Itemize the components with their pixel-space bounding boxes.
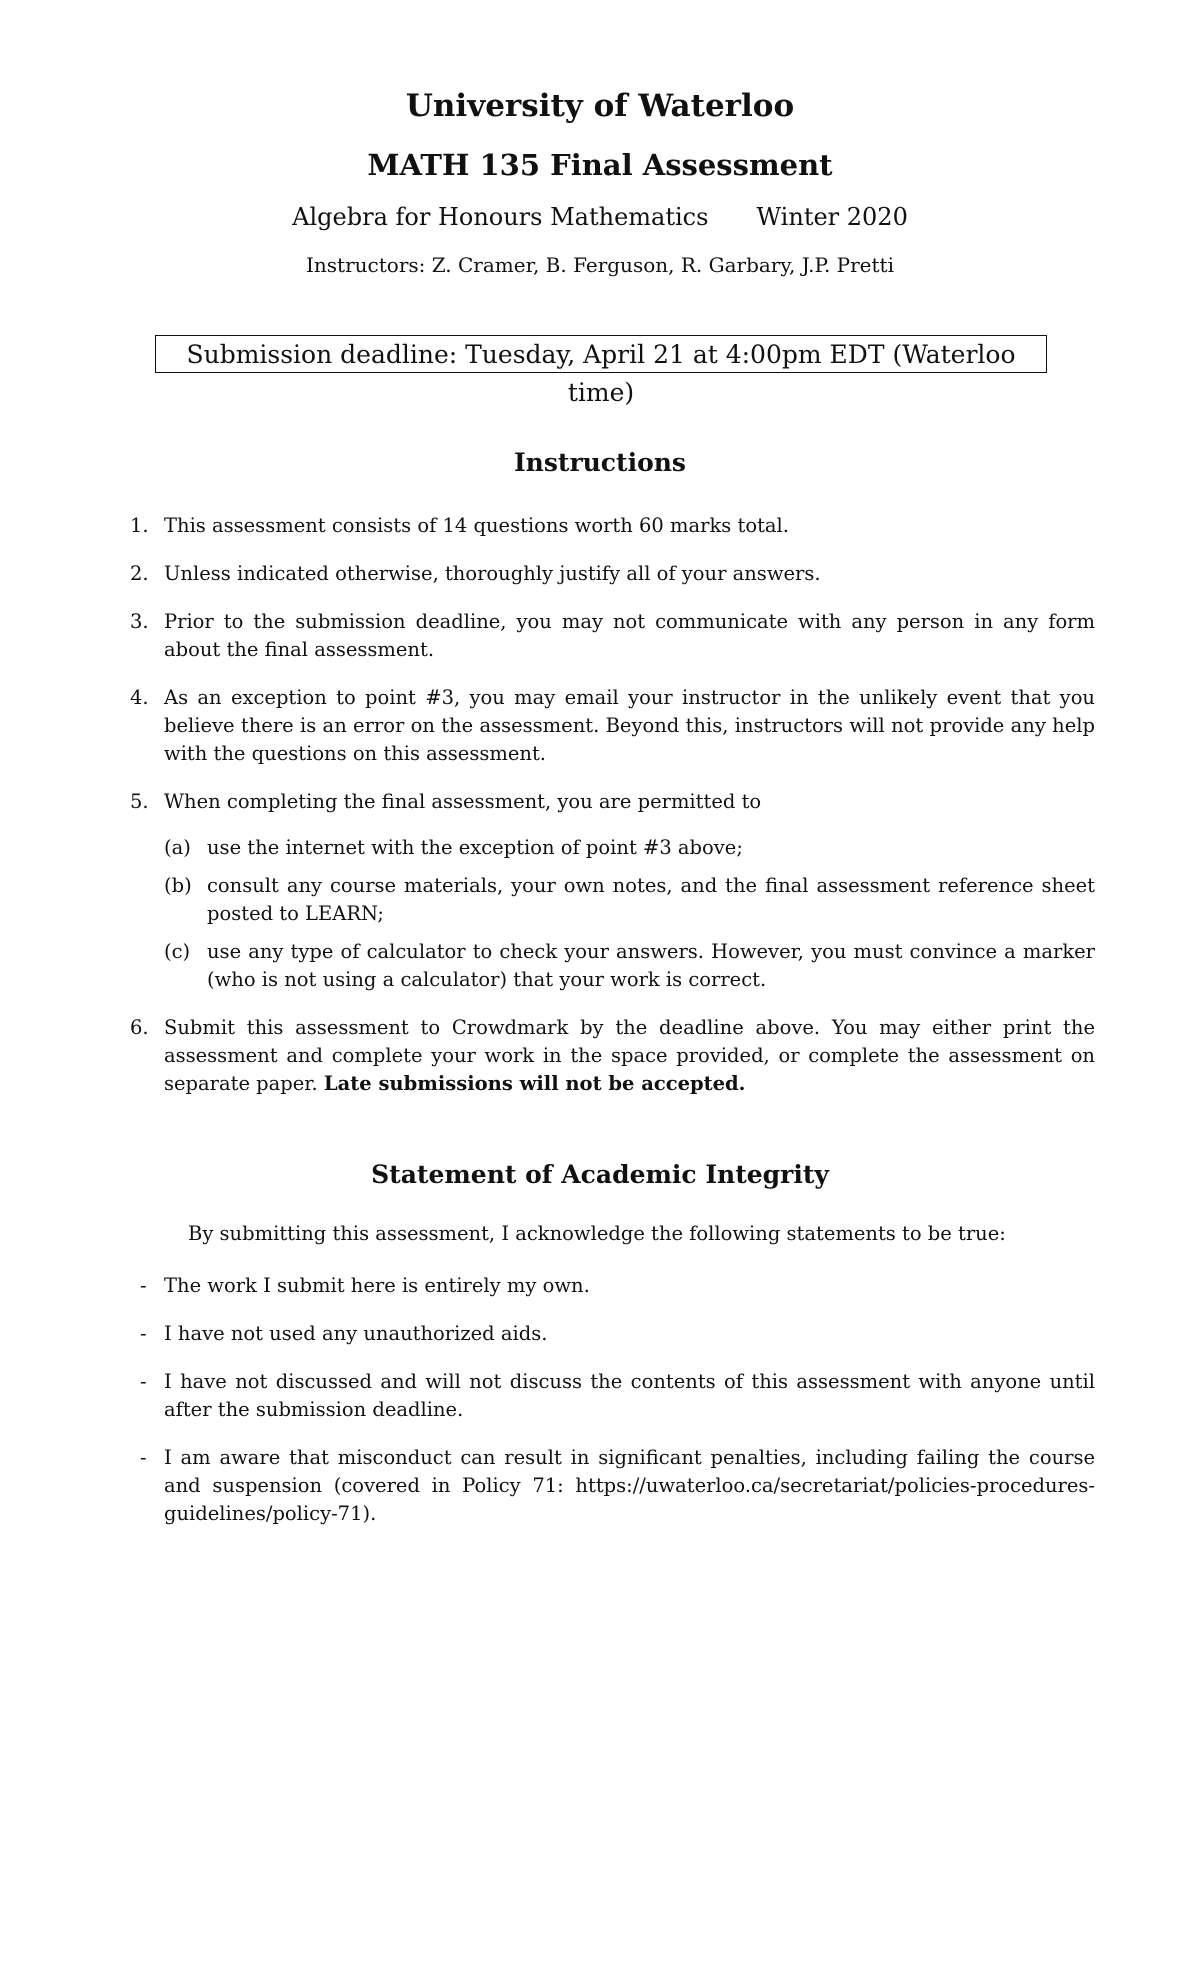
course-term: Winter 2020 — [756, 203, 908, 231]
subtitle-row — [0, 203, 1200, 231]
instructions-list — [130, 512, 1095, 1118]
permitted-label: (b) — [164, 874, 192, 897]
integrity-text: I have not used any unauthorized aids. — [164, 1322, 548, 1345]
instruction-number: 2. — [130, 562, 149, 585]
integrity-item — [140, 1272, 1095, 1300]
permitted-item — [164, 872, 1095, 928]
instruction-number: 1. — [130, 514, 149, 537]
instruction-number: 3. — [130, 610, 149, 633]
integrity-intro: By submitting this assessment, I acknowledge the following statements to be true: — [188, 1222, 1006, 1245]
instruction-text: Unless indicated otherwise, thoroughly justify all of your answers. — [164, 562, 821, 585]
instruction-item — [130, 512, 1095, 540]
integrity-item — [140, 1444, 1095, 1528]
integrity-item — [140, 1368, 1095, 1424]
permitted-label: (a) — [164, 836, 191, 859]
instruction-item — [130, 684, 1095, 768]
bullet-dash: - — [140, 1370, 147, 1393]
integrity-text: The work I submit here is entirely my own. — [164, 1274, 590, 1297]
permitted-text: use any type of calculator to check your answers. However, you must convince a marker (who is not using a calculator) that your work is correct. — [207, 940, 1095, 991]
integrity-item — [140, 1320, 1095, 1348]
integrity-text: I am aware that misconduct can result in significant penalties, including failing the course and suspension (covered in Policy 71: https://uwaterloo.ca/secretariat/policies-procedures-guidelines/policy-71). — [164, 1446, 1095, 1525]
bullet-dash: - — [140, 1274, 147, 1297]
instruction-item — [130, 788, 1095, 994]
integrity-list — [140, 1272, 1095, 1548]
submission-deadline-box: Submission deadline: Tuesday, April 21 at 4:00pm EDT (Waterloo time) — [155, 335, 1047, 373]
course-title: MATH 135 Final Assessment — [367, 148, 833, 182]
course-subject: Algebra for Honours Mathematics — [292, 203, 709, 231]
instruction-item — [130, 560, 1095, 588]
bullet-dash: - — [140, 1446, 147, 1469]
instructions-heading: Instructions — [513, 448, 687, 477]
university-name: University of Waterloo — [405, 88, 795, 124]
instructors-line: Instructors: Z. Cramer, B. Ferguson, R. Garbary, J.P. Pretti — [306, 253, 894, 277]
instruction-number: 4. — [130, 686, 149, 709]
instruction-item — [130, 1014, 1095, 1098]
integrity-heading: Statement of Academic Integrity — [371, 1160, 829, 1189]
instruction-text: When completing the final assessment, you are permitted to — [164, 790, 762, 813]
bullet-dash: - — [140, 1322, 147, 1345]
instruction-text: This assessment consists of 14 questions worth 60 marks total. — [164, 514, 789, 537]
permitted-list — [164, 834, 1095, 994]
late-submission-warning: Late submissions will not be accepted. — [323, 1072, 746, 1095]
instruction-text: As an exception to point #3, you may email your instructor in the unlikely event that you believe there is an error on the assessment. Beyond this, instructors will not provide any help with the questions on this assessment. — [164, 686, 1095, 765]
instruction-item — [130, 608, 1095, 664]
instruction-number: 6. — [130, 1016, 149, 1039]
permitted-item — [164, 938, 1095, 994]
permitted-label: (c) — [164, 940, 191, 963]
instruction-text: Submit this assessment to Crowdmark by the deadline above. You may either print the assessment and complete your work in the space provided, or complete the assessment on separate paper. — [164, 1016, 1095, 1095]
instruction-text: Prior to the submission deadline, you may not communicate with any person in any form about the final assessment. — [164, 610, 1095, 661]
permitted-text: use the internet with the exception of point #3 above; — [207, 836, 743, 859]
permitted-item — [164, 834, 1095, 862]
integrity-text: I have not discussed and will not discuss the contents of this assessment with anyone until after the submission deadline. — [164, 1370, 1095, 1421]
instruction-number: 5. — [130, 790, 149, 813]
permitted-text: consult any course materials, your own notes, and the final assessment reference sheet posted to LEARN; — [207, 874, 1095, 925]
